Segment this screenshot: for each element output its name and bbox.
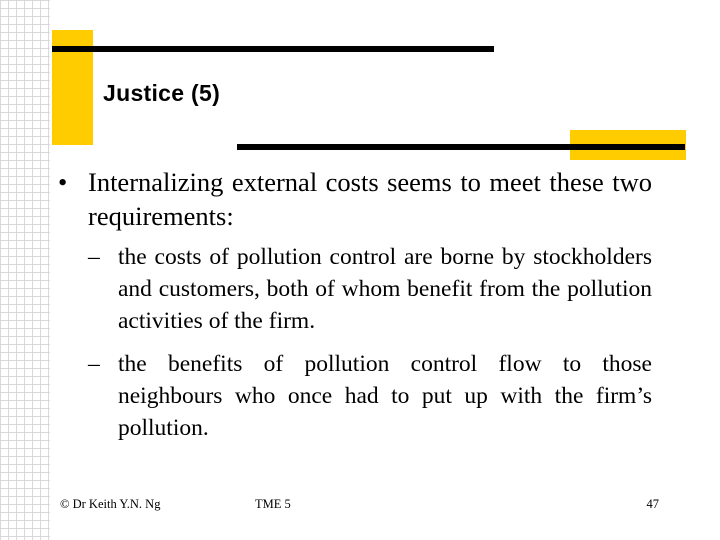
bullet-marker: • — [58, 167, 68, 197]
bullet-item — [58, 165, 652, 233]
decorative-grid-strip — [0, 0, 50, 540]
sub-item-marker: – — [88, 244, 100, 270]
sub-item — [88, 348, 652, 444]
sub-item-text: the benefits of pollution control flow to those neighbours who once had to put up with the firm’s pollution. — [118, 351, 652, 441]
slide-body — [58, 165, 652, 455]
footer-page-number: 47 — [646, 497, 659, 511]
sub-item-text: the costs of pollution control are borne by stockholders and customers, both of whom benefit from the pollution activities of the firm. — [118, 244, 652, 334]
title-rule-bottom — [237, 144, 685, 150]
sub-item — [88, 241, 652, 337]
bullet-text: Internalizing external costs seems to meet these two requirements: — [88, 167, 652, 231]
sub-item-marker: – — [88, 351, 100, 377]
footer-course: TME 5 — [255, 497, 291, 511]
slide-title: Justice (5) — [103, 80, 221, 106]
footer-author: © Dr Keith Y.N. Ng — [60, 497, 161, 511]
title-rule-top — [52, 46, 494, 52]
sub-list — [88, 241, 652, 444]
